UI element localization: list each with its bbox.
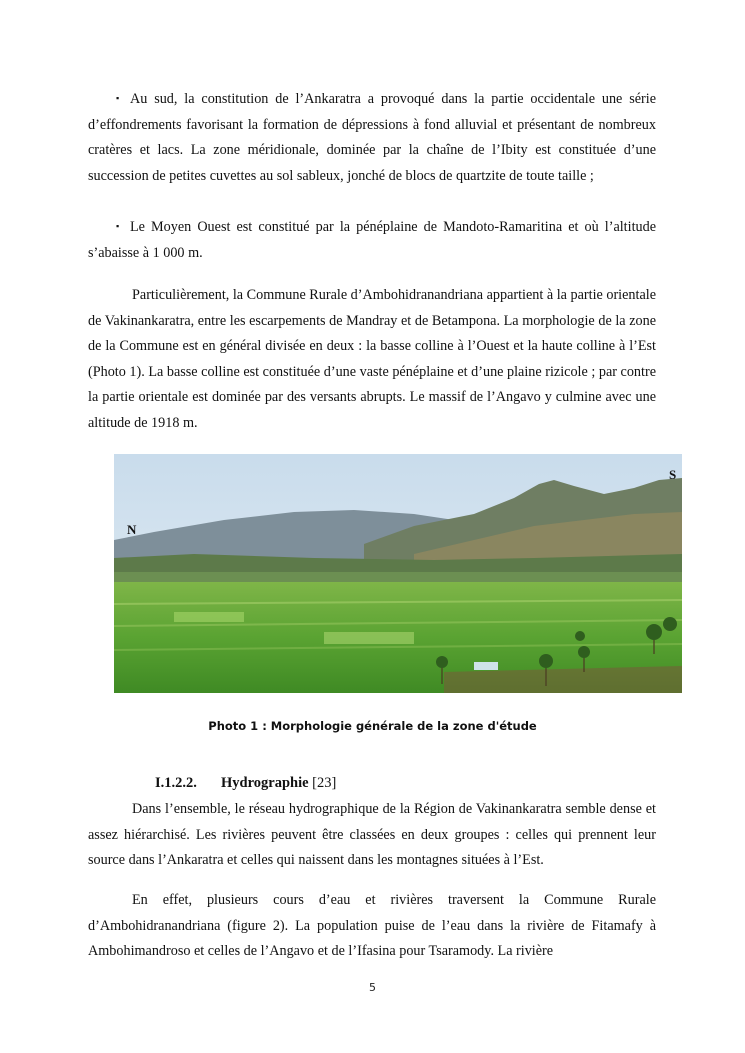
bullet-marker: ▪	[116, 93, 120, 103]
landscape-photo-illustration	[114, 454, 682, 693]
north-label: N	[127, 522, 137, 537]
landscape-photo	[114, 454, 682, 693]
bullet-item-2	[88, 214, 656, 266]
section-ref: [23]	[308, 775, 337, 791]
south-label: S	[669, 467, 677, 482]
paragraph-cours-eau: En effet, plusieurs cours d’eau et rivières traversent la Commune Rurale d’Ambohidranandriana (figure 2). La population puise de l’eau dans la rivière de Fitamafy à Ambohimandroso et celles de l’Angavo et de l’Ifasina pour Tsaramody. La rivière	[88, 892, 656, 960]
page-number: 5	[369, 981, 376, 994]
section-heading	[155, 771, 336, 797]
bullet-item-1	[88, 86, 656, 189]
paragraph-morphologie: Particulièrement, la Commune Rurale d’Ambohidranandriana appartient à la partie orientale de Vakinankaratra, entre les escarpements de Mandray et de Betampona. La morphologie de la zone de la Commune est en général divisée en deux : la basse colline à l’Ouest et la haute colline à l’Est (Photo 1). La basse colline est constituée d’une vaste pénéplaine et d’une plaine rizicole ; par contre la partie orientale est dominée par des versants abrupts. Le massif de l’Angavo y culmine avec une altitude de 1918 m.	[88, 287, 656, 431]
section-number: I.1.2.2.	[155, 775, 197, 791]
bullet-marker: ▪	[116, 221, 120, 231]
section-title: Hydrographie	[221, 775, 309, 791]
photo-caption: Photo 1 : Morphologie générale de la zone d'étude	[208, 719, 537, 733]
bullet-text-2: Le Moyen Ouest est constitué par la pénéplaine de Mandoto-Ramaritina et où l’altitude s’abaisse à 1 000 m.	[88, 219, 656, 261]
bullet-text-1: Au sud, la constitution de l’Ankaratra a provoqué dans la partie occidentale une série d’effondrements favorisant la formation de dépressions à fond alluvial et présentant de nombreux cratères et lacs. La zone méridionale, dominée par la chaîne de l’Ibity est constituée d’une succession de petites cuvettes au sol sableux, jonché de blocs de quartzite de toute taille ;	[88, 91, 656, 184]
paragraph-hydrographie: Dans l’ensemble, le réseau hydrographique de la Région de Vakinankaratra semble dense et assez hiérarchisé. Les rivières peuvent être classées en deux groupes : celles qui prennent leur source dans l’Ankaratra et celles qui naissent dans les montagnes situées à l’Est.	[88, 801, 656, 869]
